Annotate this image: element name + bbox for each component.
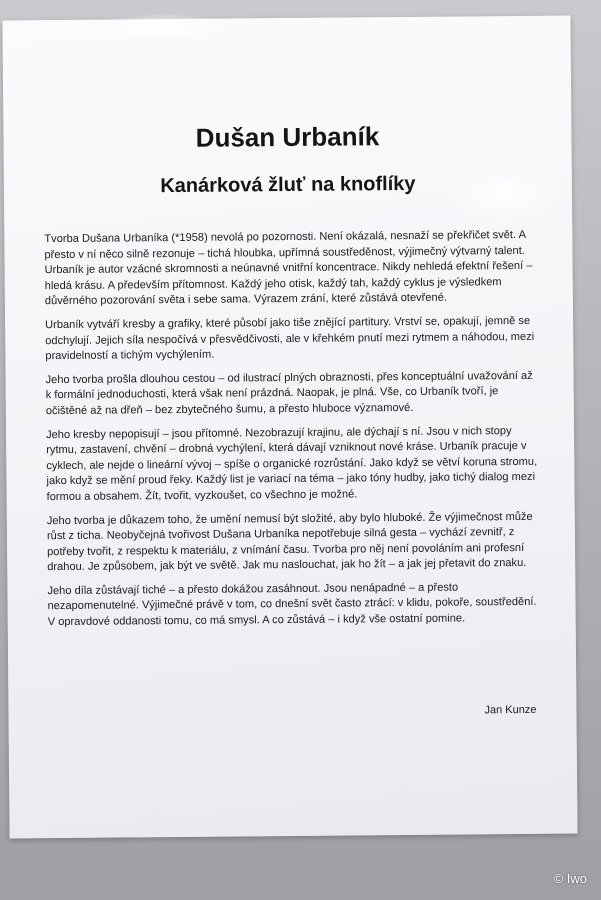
poster-subtitle: Kanárková žluť na knoflíky xyxy=(160,172,416,198)
paragraph: Jeho tvorba prošla dlouhou cestou – od ilustrací plných obraznosti, přes konceptuální uvažování až k formální jednoduchosti, která však není prázdná. Naopak, je plná. Vše, co Urbaník tvoří, je očištěné až na dřeň – bez zbytečného šumu, a přesto hluboce významové. xyxy=(45,369,533,418)
paragraph: Urbaník vytváří kresby a grafiky, které působí jako tiše znějící partitury. Vrství se, opakují, jemně se odchylují. Jejich síla nespočívá v přesvědčivosti, ale v křehkém pnutí mezi rytmem a náhodou, mezi pravidelností a tichým vychýlením. xyxy=(45,314,535,363)
paragraph: Jeho tvorba je důkazem toho, že umění nemusí být složité, aby bylo hluboké. Že výjimečnost může růst z ticha. Neobyčejná tvořivost Dušana Urbaníka nepotřebuje silná gesta – vychází zevnitř, z potřeby tvořit, z respektu k materiálu, z vnímání času. Tvorba pro něj není povoláním ani profesní drahou. Je způsobem, jak být ve světě. Jak mu naslouchat, jak ho žít – a jak jej přetavit do znaku. xyxy=(46,510,533,574)
paragraph: Jeho díla zůstávají tiché – a přesto dokážou zasáhnout. Jsou nenápadné – a přesto nezapomenutelné. Výjimečné právě v tom, co dnešní svět často ztrácí: v klidu, pokoře, soustředění. V opravdové oddanosti tomu, co má smysl. A co zůstává – i když vše ostatní pomine. xyxy=(47,581,537,629)
paragraph: Jeho kresby nepopisují – jsou přítomné. Nezobrazují krajinu, ale dýchají s ní. Jsou v nich stopy rytmu, zastavení, chvění – drobná vychýlení, která dávají vzniknout nové kráse. Urbaník pracuje v cyklech, ale nejde o lineární vývoj – spíše o organické rozrůstání. Jako když se větví koruna stromu, jako když se mění proud řeky. Každý list je variací na téma – jako tóny hudby, jako tichý dialog mezi formou a obsahem. Žít, tvořit, vyzkoušet, co všechno je možné. xyxy=(46,424,538,504)
copyright-watermark: © Iwo xyxy=(553,871,587,886)
author-signature: Jan Kunze xyxy=(484,703,537,717)
poster-title: Dušan Urbaník xyxy=(195,121,380,153)
light-reflection xyxy=(97,13,227,40)
article-body xyxy=(44,228,540,639)
paragraph: Tvorba Dušana Urbaníka (*1958) nevolá po pozornosti. Není okázalá, nesnaží se překřičet svět. A přesto v ní něco silně rezonuje – tichá hloubka, upřímná soustředěnost, výjimečný výtvarný talent. Urbaník je autor vzácné skromnosti a neúnavné vnitřní koncentrace. Nikdy nehledá efektní řešení – hledá krásu. A především přítomnost. Každý jeho otisk, každý tah, každý cyklus je výsledkem důvěrného pozorování světa i sebe sama. Výrazem zrání, které zůstává otevřené. xyxy=(44,228,533,308)
paper-sheet xyxy=(2,16,577,839)
